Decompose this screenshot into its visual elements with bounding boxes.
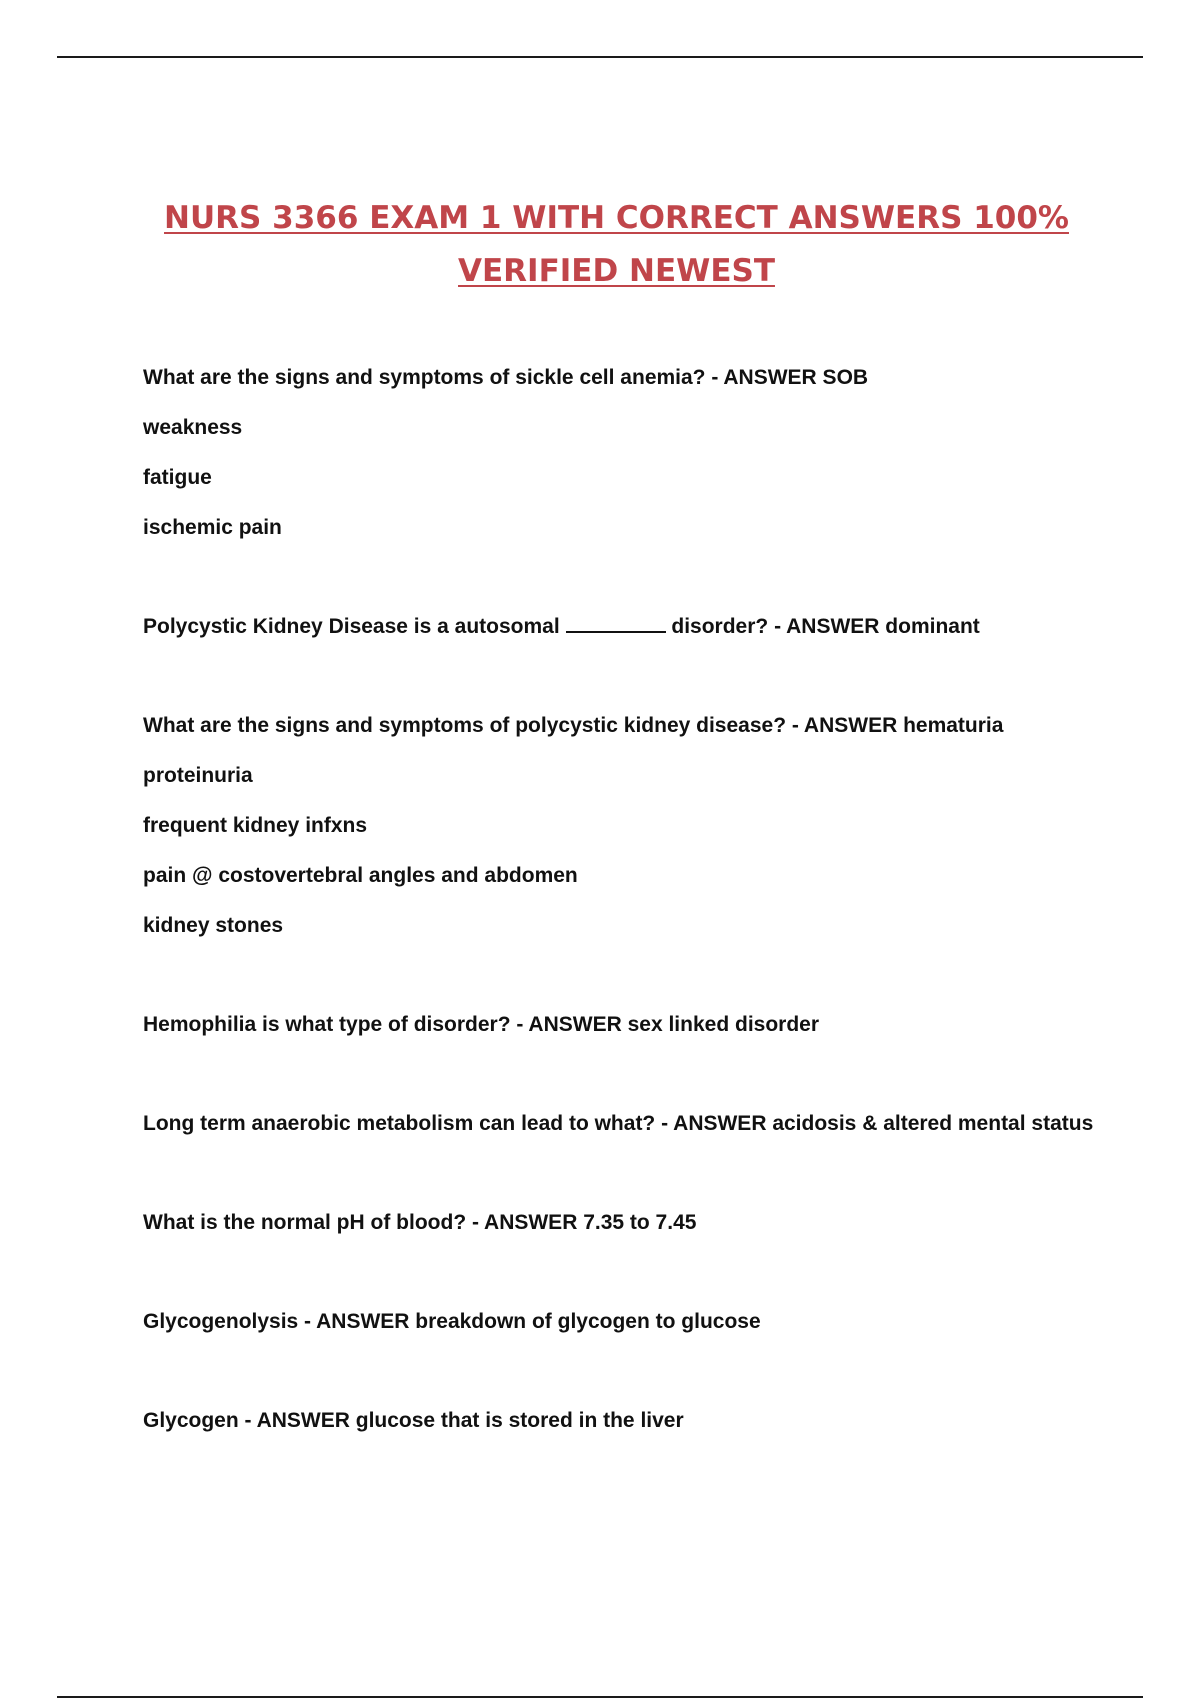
qa-question (143, 613, 1103, 641)
qa-item-pkd-autosomal (143, 613, 1103, 641)
qa-answer-line: ischemic pain (143, 516, 282, 539)
qa-question: Glycogenolysis - ANSWER breakdown of glycogen to glucose (143, 1310, 761, 1333)
qa-question: Long term anaerobic metabolism can lead to what? - ANSWER acidosis & altered mental status (143, 1112, 1094, 1135)
qa-question: Glycogen - ANSWER glucose that is stored in the liver (143, 1409, 684, 1432)
qa-list (143, 364, 1103, 1435)
top-rule (57, 56, 1143, 58)
qa-item-glycogenolysis (143, 1308, 1103, 1336)
document-title: NURS 3366 EXAM 1 WITH CORRECT ANSWERS 100% VERIFIED NEWEST (164, 200, 1069, 289)
qa-answer-line: pain @ costovertebral angles and abdomen (143, 864, 578, 887)
qa-question: What are the signs and symptoms of sickle cell anemia? - ANSWER SOB (143, 366, 869, 389)
qa-answer-line: kidney stones (143, 914, 284, 937)
qa-item-blood-ph (143, 1209, 1103, 1237)
qa-answer-line: weakness (143, 416, 243, 439)
fill-in-blank (566, 615, 666, 633)
qa-item-hemophilia (143, 1011, 1103, 1039)
qa-question: Hemophilia is what type of disorder? - ANSWER sex linked disorder (143, 1013, 820, 1036)
qa-answer-line: fatigue (143, 466, 212, 489)
bottom-rule (57, 1696, 1143, 1698)
qa-question: What is the normal pH of blood? - ANSWER 7.35 to 7.45 (143, 1211, 697, 1234)
qa-answer-line: frequent kidney infxns (143, 814, 368, 837)
qa-item-pkd-symptoms (143, 712, 1103, 940)
qa-item-sickle-cell (143, 364, 1103, 542)
qa-answer-line: proteinuria (143, 764, 253, 787)
qa-question-start: Polycystic Kidney Disease is a autosomal (143, 615, 560, 638)
qa-question: What are the signs and symptoms of polycystic kidney disease? - ANSWER hematuria (143, 714, 1004, 737)
qa-item-anaerobic-metabolism (143, 1110, 1103, 1138)
qa-question-end: disorder? - ANSWER dominant (671, 615, 980, 638)
qa-item-glycogen (143, 1407, 1103, 1435)
